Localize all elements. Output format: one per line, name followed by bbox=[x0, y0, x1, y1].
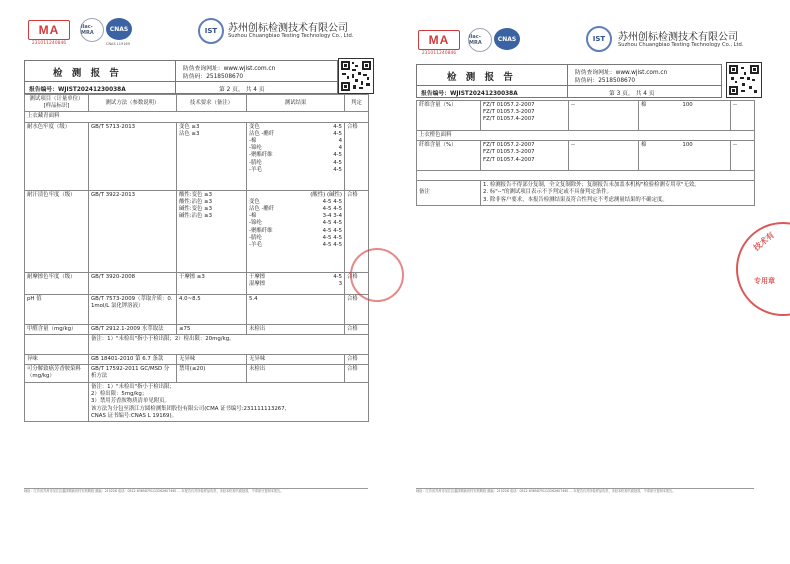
col-verdict: 判定 bbox=[345, 95, 369, 112]
result: 未检出 bbox=[247, 365, 345, 383]
report-title: 检 测 报 告 bbox=[447, 72, 516, 83]
cnas-logo: CNAS bbox=[494, 28, 520, 50]
verdict: 合格 bbox=[345, 324, 369, 334]
query-site: 防伪查询网址：www.wjist.com.cn bbox=[183, 66, 276, 72]
remark-label: 备注 bbox=[417, 181, 481, 206]
report-number: 报告编号：WJIST20241230038A bbox=[29, 87, 126, 93]
test-method: FZ/T 01057.2-2007 FZ/T 01057.3-2007 FZ/T 01057.4-2007 bbox=[481, 101, 569, 131]
requirement: -- bbox=[569, 101, 639, 131]
requirement: 酸性:变色 ≥3 酸性:沾色 ≥3 碱性:变色 ≥3 碱性:沾色 ≥3 bbox=[177, 190, 247, 272]
report-page-3 bbox=[408, 0, 790, 564]
requirement: -- bbox=[569, 141, 639, 171]
table-row bbox=[25, 190, 369, 272]
verdict: 合格 bbox=[345, 354, 369, 364]
report-info-box bbox=[416, 64, 722, 98]
verdict: 合格 bbox=[345, 294, 369, 324]
seal-text-top: 技术有 bbox=[751, 230, 777, 253]
cnas-number: CNAS L19169 bbox=[106, 42, 130, 46]
report-number: 报告编号：WJIST20241230038A bbox=[421, 91, 518, 97]
official-seal bbox=[350, 248, 404, 302]
report-info-box bbox=[24, 60, 338, 94]
company-name-en: Suzhou Chuangbiao Testing Technology Co., Ltd. bbox=[228, 33, 354, 39]
seal-text-bottom: 专用章 bbox=[754, 277, 775, 285]
test-method: GB 18401-2010 第 6.7 条款 bbox=[89, 354, 177, 364]
result: (酸性) (碱性) 变色 4-5 4-5 沾色 -醋纤 4-5 4-5 -棉 3-4 3-4 -锦纶 4-5 4-5 -聚酯纤维 4-5 4-5 -腈纶 4-5 4-5 -羊毛 4-5 4-5 bbox=[247, 190, 345, 272]
result: 干摩擦 4-5 湿摩擦 3 bbox=[247, 272, 345, 294]
test-item: 耐水色牢度（级） bbox=[25, 122, 89, 190]
test-item: pH 值 bbox=[25, 294, 89, 324]
col-requirement: 技术要求（备注） bbox=[177, 95, 247, 112]
result: 变色 4-5 沾色 -醋纤 4-5 -棉 4 -锦纶 4 -聚酯纤维 4-5 -腈纶 4-5 -羊毛 4-5 bbox=[247, 122, 345, 190]
result: 棉 100 bbox=[639, 141, 731, 171]
test-method: GB/T 17592-2011 GC/MSD 分析方法 bbox=[89, 365, 177, 383]
qr-code bbox=[726, 62, 762, 98]
ist-logo: IST bbox=[198, 18, 224, 44]
section-title: 上衣藏青面料 bbox=[25, 112, 369, 122]
test-item: 纤维含量（%） bbox=[417, 101, 481, 131]
table-row bbox=[25, 324, 369, 334]
page-footer: 地址：江苏省苏州市吴江区越泽路新旺村东苑路段 邮编：215228 电话：0512-63658751/15262607490 ... 本报告仅对所检样品负责，未经本机构书面批准，不得部分复制本报告。 bbox=[24, 488, 368, 494]
company-name-cn: 苏州创标检测技术有限公司 bbox=[228, 23, 348, 34]
test-item: 异味 bbox=[25, 354, 89, 364]
page-info: 第 2 页， 共 4 页 bbox=[219, 87, 265, 93]
test-item: 甲醛含量（mg/kg） bbox=[25, 324, 89, 334]
remarks: 1. 检测报告不得部分复制，全文复制除外；复制报告未加盖本机构"检验检测专用章"无效。 2. 标"--"的测试项目表示不予判定或不具备判定条件。 3. 除非客户要求，本报告检测结果及符合性判定不考虑测量结果的不确定度。 bbox=[481, 181, 755, 206]
requirement: 4.0~8.5 bbox=[177, 294, 247, 324]
ma-number: 231011240846 bbox=[421, 51, 457, 56]
section-title: 上衣橙色面料 bbox=[417, 131, 755, 141]
ma-number: 231011240846 bbox=[31, 41, 67, 46]
verdict: -- bbox=[731, 141, 755, 171]
test-item: 可分解致癌芳香胺染料（mg/kg） bbox=[25, 365, 89, 383]
table-row bbox=[25, 294, 369, 324]
company-name-en: Suzhou Chuangbiao Testing Technology Co., Ltd. bbox=[618, 42, 744, 48]
page-header bbox=[408, 18, 790, 58]
verdict: 合格 bbox=[345, 190, 369, 272]
ilac-mra-logo: ilac-MRA bbox=[468, 28, 492, 52]
report-page-2 bbox=[0, 0, 392, 564]
results-table bbox=[416, 100, 755, 206]
ist-logo: IST bbox=[586, 26, 612, 52]
col-item: 测试项目（计量单位）[样品标识] bbox=[25, 95, 89, 112]
table-row bbox=[417, 181, 755, 206]
verdict: 合格 bbox=[345, 272, 369, 294]
table-row bbox=[25, 334, 369, 354]
test-item: 耐汗渍色牢度（级） bbox=[25, 190, 89, 272]
anti-fake-code: 防伪码：2518508670 bbox=[183, 74, 244, 80]
report-title: 检 测 报 告 bbox=[53, 68, 122, 79]
test-method: FZ/T 01057.2-2007 FZ/T 01057.3-2007 FZ/T 01057.4-2007 bbox=[481, 141, 569, 171]
verdict: 合格 bbox=[345, 365, 369, 383]
requirement: 无异味 bbox=[177, 354, 247, 364]
note: 备注：1）"未检出"指小于检出限； 2）检出限：5mg/kg； 3）禁用芳香胺物质清单见附页。 该方法为分包至浙江方圆检测集团股份有限公司(CMA 证书编号:231111113267, CNAS 证书编号:CNAS L 19169)。 bbox=[89, 383, 369, 422]
table-row bbox=[25, 365, 369, 383]
test-method: GB/T 5713-2013 bbox=[89, 122, 177, 190]
page-footer: 地址：江苏省苏州市吴江区越泽路新旺村东苑路段 邮编：215228 电话：0512-63658751/15262607490 ... 本报告仅对所检样品负责，未经本机构书面批准，不得部分复制本报告。 bbox=[416, 488, 754, 494]
ma-mark: MA bbox=[418, 30, 460, 50]
result: 未检出 bbox=[247, 324, 345, 334]
test-method: GB/T 3922-2013 bbox=[89, 190, 177, 272]
table-row bbox=[417, 141, 755, 171]
cma-logo bbox=[418, 30, 460, 56]
ma-mark: MA bbox=[28, 20, 70, 40]
table-row bbox=[25, 354, 369, 364]
requirement: 禁用(≤20) bbox=[177, 365, 247, 383]
requirement: ≤75 bbox=[177, 324, 247, 334]
qr-code bbox=[338, 58, 374, 94]
col-result: 测试结果 bbox=[247, 95, 345, 112]
company-name-cn: 苏州创标检测技术有限公司 bbox=[618, 32, 738, 43]
table-row bbox=[417, 101, 755, 131]
requirement: 变色 ≥3 沾色 ≥3 bbox=[177, 122, 247, 190]
anti-fake-code: 防伪码：2518508670 bbox=[575, 78, 636, 84]
col-method: 测试方法（参数说明） bbox=[89, 95, 177, 112]
verdict: 合格 bbox=[345, 122, 369, 190]
table-row bbox=[25, 383, 369, 422]
cma-logo bbox=[28, 20, 70, 46]
requirement: 干摩擦 ≥3 bbox=[177, 272, 247, 294]
test-method: GB/T 3920-2008 bbox=[89, 272, 177, 294]
table-row bbox=[25, 122, 369, 190]
cnas-logo: CNAS bbox=[106, 18, 132, 40]
result: 棉 100 bbox=[639, 101, 731, 131]
verdict: -- bbox=[731, 101, 755, 131]
result: 5.4 bbox=[247, 294, 345, 324]
page-info: 第 3 页， 共 4 页 bbox=[609, 91, 655, 97]
test-item: 纤维含量（%） bbox=[417, 141, 481, 171]
results-table bbox=[24, 94, 369, 422]
test-item: 耐摩擦色牢度（级） bbox=[25, 272, 89, 294]
test-method: GB/T 7573-2009（萃取介质：0.1mol/L 氯化钾溶液） bbox=[89, 294, 177, 324]
test-method: GB/T 2912.1-2009 水萃取法 bbox=[89, 324, 177, 334]
result: 无异味 bbox=[247, 354, 345, 364]
table-row bbox=[25, 272, 369, 294]
ilac-mra-logo: ilac-MRA bbox=[80, 18, 104, 42]
page-header bbox=[0, 18, 392, 58]
query-site: 防伪查询网址：www.wjist.com.cn bbox=[575, 70, 668, 76]
note: 备注：1）"未检出"指小于检出限；2）检出限：20mg/kg。 bbox=[89, 334, 369, 354]
